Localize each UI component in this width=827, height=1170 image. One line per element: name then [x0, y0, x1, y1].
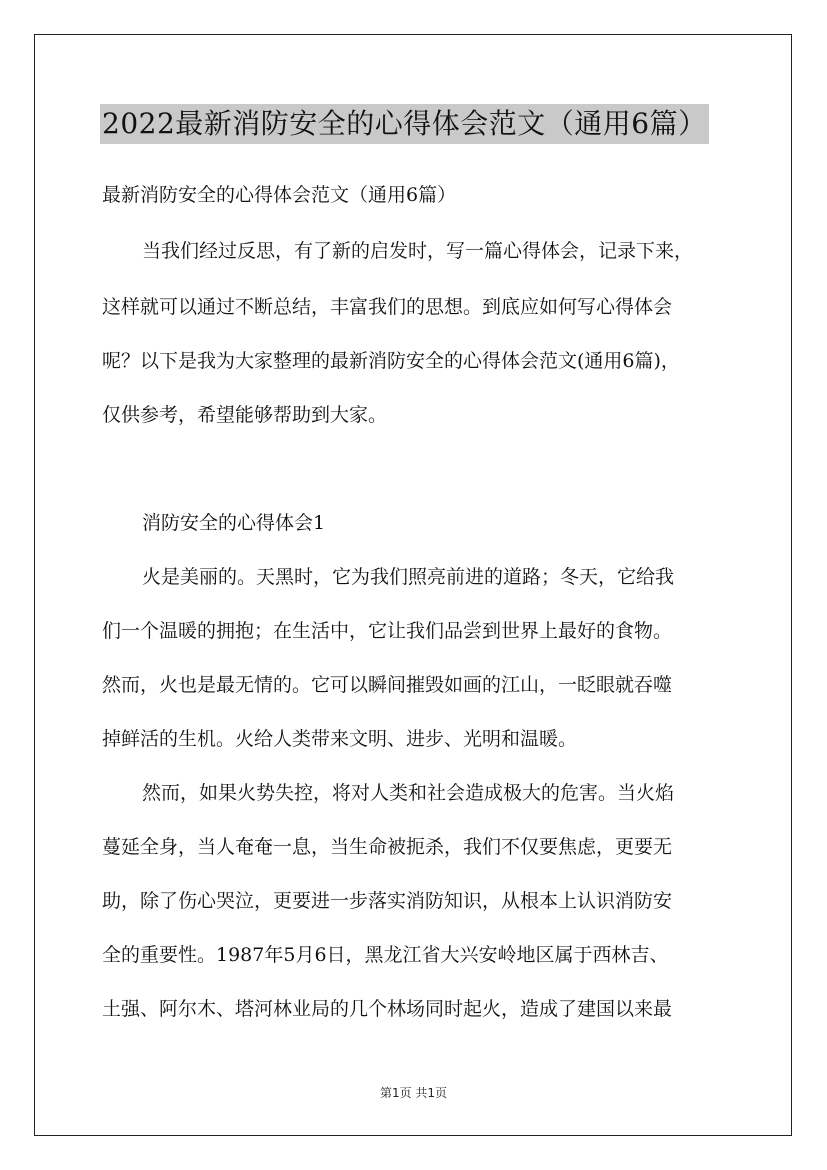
page-footer: 第1页 共1页	[379, 1086, 448, 1100]
para1-line-3: 然而，火也是最无情的。它可以瞬间摧毁如画的江山，一眨眼就吞噬	[102, 674, 673, 696]
intro-line-3: 呢？以下是我为大家整理的最新消防安全的心得体会范文(通用6篇)，	[102, 350, 680, 372]
document-title: 2022最新消防安全的心得体会范文（通用6篇）	[100, 104, 709, 144]
para2-line-2: 蔓延全身，当人奄奄一息，当生命被扼杀，我们不仅要焦虑，更要无	[102, 836, 673, 858]
para1-line-1: 火是美丽的。天黑时，它为我们照亮前进的道路；冬天，它给我	[142, 566, 675, 588]
subtitle: 最新消防安全的心得体会范文（通用6篇）	[102, 184, 457, 206]
para1-line-2: 们一个温暖的拥抱；在生活中，它让我们品尝到世界上最好的食物。	[102, 620, 673, 642]
para2-line-4: 全的重要性。1987年5月6日，黑龙江省大兴安岭地区属于西林吉、	[102, 944, 669, 966]
para2-line-3: 助，除了伤心哭泣，更要进一步落实消防知识，从根本上认识消防安	[102, 890, 673, 912]
intro-line-1: 当我们经过反思，有了新的启发时，写一篇心得体会，记录下来，	[142, 240, 694, 262]
intro-line-4: 仅供参考，希望能够帮助到大家。	[102, 404, 388, 426]
para1-line-4: 掉鲜活的生机。火给人类带来文明、进步、光明和温暖。	[102, 728, 578, 750]
intro-line-2: 这样就可以通过不断总结，丰富我们的思想。到底应如何写心得体会	[102, 296, 673, 318]
para2-line-1: 然而，如果火势失控，将对人类和社会造成极大的危害。当火焰	[142, 782, 675, 804]
section-heading: 消防安全的心得体会1	[142, 512, 326, 534]
para2-line-5: 土强、阿尔木、塔河林业局的几个林场同时起火，造成了建国以来最	[102, 998, 673, 1020]
title-block	[100, 104, 709, 144]
